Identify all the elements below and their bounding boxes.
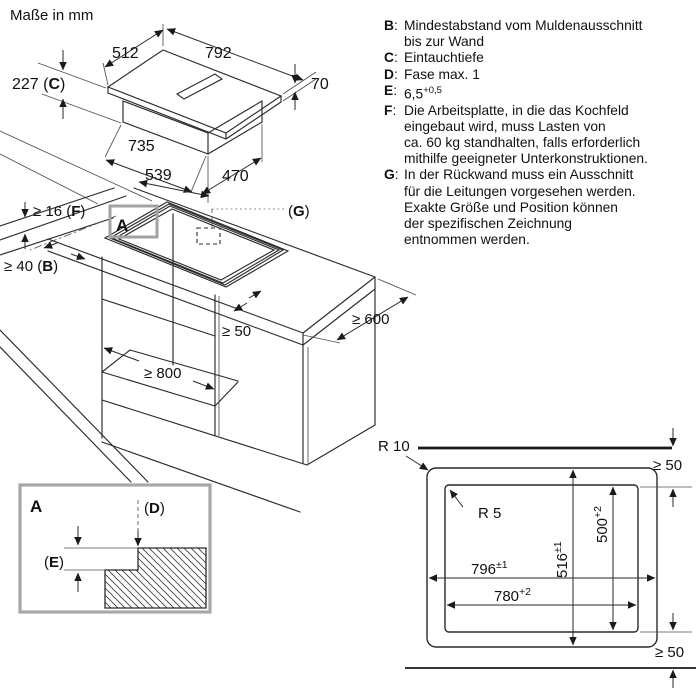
dim-inner-width-label: $780^{+2}$ <box>494 586 532 605</box>
legend-text: Fase max. 1 <box>404 66 480 82</box>
dim-outer-width-label: $796^{\pm 1}$ <box>471 559 508 578</box>
dim-539-label: 539 <box>145 167 172 184</box>
legend-text: In der Rückwand muss ein Ausschnitt <box>404 167 634 183</box>
legend-text: eingebaut wird, muss Lasten von <box>404 118 606 134</box>
legend-text: $6,5^{+0,5}$ <box>404 84 442 102</box>
inner-cutout-rect <box>445 485 638 632</box>
page-title: Maße in mm <box>10 7 94 24</box>
step-e-label: (E) <box>44 554 65 571</box>
cutout-plan-drawing <box>378 428 696 688</box>
detail-a-marker-label: A <box>116 216 129 235</box>
radius-inner-label: R 5 <box>478 505 502 522</box>
legend-text: Mindestabstand vom Muldenausschnitt <box>404 18 643 33</box>
legend-text: entnommen werden. <box>404 232 530 248</box>
legend-key-e: E: <box>384 82 398 98</box>
legend-key-d: D: <box>384 66 398 82</box>
dim-inner-depth-label: $500^{+2}$ <box>592 505 611 543</box>
dim-thickness-label: ≥ 16 (F) <box>33 203 86 220</box>
dim-bottom-clearance-label: ≥ 50 <box>655 644 685 661</box>
dim-front-clearance-label: ≥ 50 <box>222 323 252 340</box>
dim-792-label: 792 <box>205 45 232 62</box>
dim-512-label: 512 <box>112 45 139 62</box>
legend-text: Eintauchtiefe <box>404 50 484 66</box>
hob-isometric-drawing <box>0 24 329 204</box>
counter-isometric-drawing <box>0 188 416 512</box>
dim-top-clearance-label: ≥ 50 <box>653 457 683 474</box>
detail-a-title: A <box>30 497 43 516</box>
legend-key-c: C: <box>384 50 398 66</box>
dim-70-label: 70 <box>311 76 329 93</box>
legend-text: der spezifischen Zeichnung <box>404 216 572 232</box>
legend-text: bis zur Wand <box>404 34 484 50</box>
vent-slot <box>177 74 222 99</box>
detail-a-drawing <box>20 485 210 612</box>
dim-cabinet-width-label: ≥ 800 <box>144 365 182 382</box>
radius-outer-label: R 10 <box>378 438 410 455</box>
legend-key-f: F: <box>384 102 397 118</box>
legend-key-b: B: <box>384 18 398 33</box>
rear-wall-cable-cutout <box>197 228 220 244</box>
legend-text: ca. 60 kg standhalten, falls erforderlich <box>404 135 641 151</box>
legend-key-g: G: <box>384 167 399 183</box>
rear-cutout-label: (G) <box>288 203 310 220</box>
outer-cutout-rect <box>427 468 657 647</box>
legend-text: mithilfe geeigneter Unterkonstruktionen. <box>404 151 648 167</box>
dim-wall-distance-label: ≥ 40 (B) <box>4 258 59 275</box>
dim-735-label: 735 <box>128 138 155 155</box>
legend-text: Exakte Größe und Position können <box>404 199 618 215</box>
legend-text: Die Arbeitsplatte, in die das Kochfeld <box>404 102 629 118</box>
dim-counter-depth-label: ≥ 600 <box>352 311 390 328</box>
dim-outer-depth-label: $516^{\pm 1}$ <box>552 541 571 578</box>
legend-text: für die Leitungen vorgesehen werden. <box>404 183 636 199</box>
dim-470-label: 470 <box>222 168 249 185</box>
dim-227c-label: 227 (C) <box>12 76 66 93</box>
chamfer-d-label: (D) <box>144 500 165 517</box>
